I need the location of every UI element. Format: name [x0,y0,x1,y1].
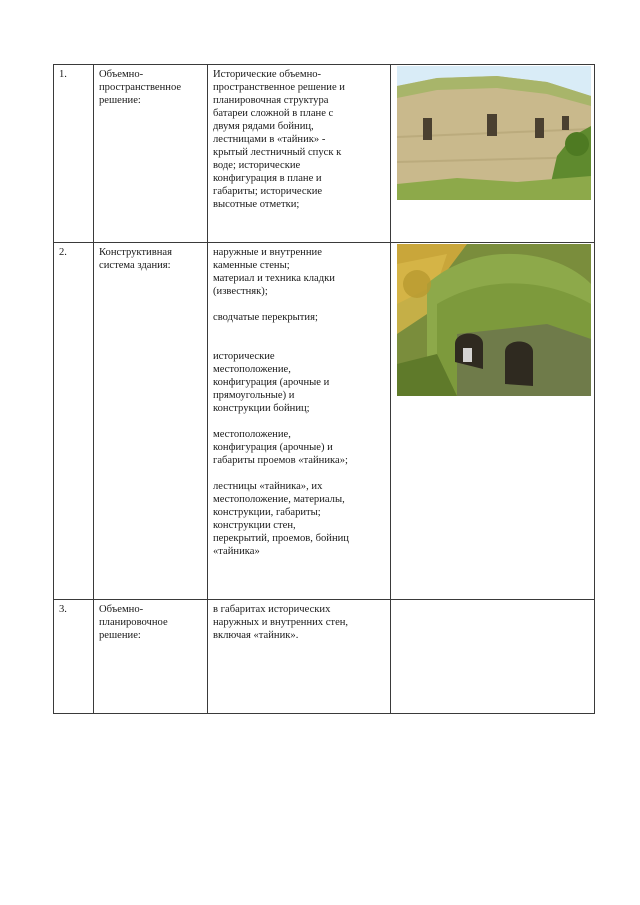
table-row [54,65,595,243]
row-description: в габаритах исторических наружных и внутренних стен, включая «тайник». [208,600,391,714]
row-description: Исторические объемно- пространственное решение и планировочная структура батареи сложной в плане с двумя рядами бойниц, лестницами в «тайник» - крытый лестничный спуск к воде; исторические конфигурация в плане и габариты; исторические высотные отметки; [208,65,391,243]
row-number: 3. [54,600,94,714]
characteristics-table [53,64,595,714]
row-number: 2. [54,243,94,600]
empty-cell [391,600,595,714]
description-block: исторические местоположение, конфигурация (арочные и прямоугольные) и конструкции бойниц; [213,351,330,414]
row-title: Конструктивная система здания: [94,243,208,600]
description-block: сводчатые перекрытия; [213,312,318,323]
vaulted-casemate-photo [397,244,591,396]
row-title: Объемно- пространственное решение: [94,65,208,243]
description-block: местоположение, конфигурация (арочные) и габариты проемов «тайника»; [213,429,348,466]
row-description [208,243,391,600]
row-number: 1. [54,65,94,243]
table-row [54,243,595,600]
description-block: наружные и внутренние каменные стены; материал и техника кладки (известняк); [213,247,335,297]
table-row [54,600,595,714]
photo-cell [391,65,595,243]
battery-wall-photo [397,66,591,200]
description-block: лестницы «тайника», их местоположение, материалы, конструкции, габариты; конструкции стен, перекрытий, проемов, бойниц «тайника» [213,481,349,557]
row-title: Объемно- планировочное решение: [94,600,208,714]
photo-cell [391,243,595,600]
